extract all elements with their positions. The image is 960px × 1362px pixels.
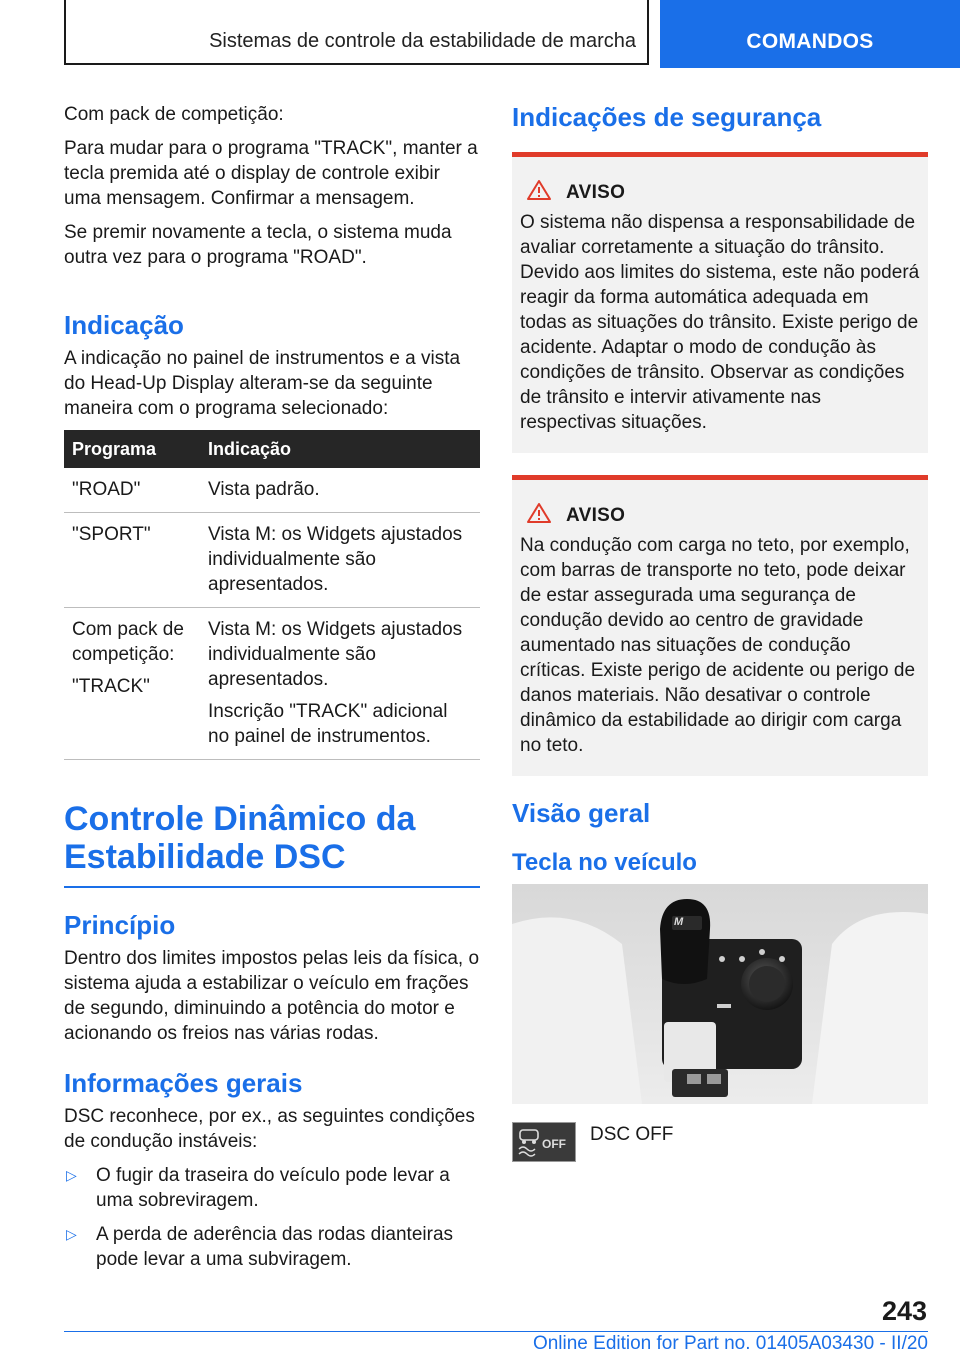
table-cell-programa	[64, 608, 200, 760]
table-header-programa: Programa	[64, 430, 200, 468]
warning-box	[512, 152, 928, 453]
info-text: DSC reconhece, por ex., as seguintes condições de condução instáveis:	[64, 1106, 475, 1152]
bullet-triangle-icon: ▷	[66, 1167, 77, 1183]
header-bottom-rule	[64, 63, 649, 65]
footer-rule	[64, 1331, 928, 1332]
list-item	[64, 1222, 480, 1272]
center-console-photo	[512, 884, 928, 1104]
warning-triangle-icon	[526, 179, 552, 206]
footer-edition-text: Online Edition for Part no. 01405A03430 - II/20	[532, 1333, 928, 1354]
bullet-text: A perda de aderência das rodas dianteiras pode levar a uma subviragem.	[96, 1224, 454, 1270]
m-logo: M	[674, 916, 684, 928]
programa-table	[64, 430, 480, 760]
button-legend	[512, 1122, 928, 1162]
cell-text: Vista M: os Widgets ajustados individualmente são apresentados.	[208, 619, 463, 690]
cell-text: Inscrição "TRACK" adicional no painel de instrumentos.	[208, 701, 448, 747]
tecla-heading: Tecla no veículo	[512, 849, 697, 876]
principio-text: Dentro dos limites impostos pelas leis da física, o sistema ajuda a estabilizar o veículo em frações de segundo, diminuindo a potência do motor e acionando os freios nas várias rodas.	[64, 948, 480, 1044]
table-row	[64, 513, 480, 608]
dsc-heading: Controle Dinâmico da Estabilidade DSC	[64, 800, 416, 876]
section-tab-comandos[interactable]: COMANDOS	[660, 0, 960, 68]
table-cell-programa	[64, 468, 200, 513]
table-cell-indicacao	[200, 468, 480, 513]
cell-text: "TRACK"	[72, 676, 150, 697]
table-header-row	[64, 430, 480, 468]
bullet-text: O fugir da traseira do veículo pode levar a uma sobreviragem.	[96, 1165, 450, 1211]
dsc-heading-rule	[64, 886, 480, 888]
dsc-off-icon	[512, 1122, 576, 1162]
table-cell-indicacao	[200, 513, 480, 608]
cell-text: "ROAD"	[72, 479, 141, 500]
warning-title: AVISO	[566, 181, 626, 203]
visao-heading: Visão geral	[512, 798, 651, 828]
warning-box	[512, 475, 928, 776]
list-item	[64, 1163, 480, 1213]
cell-text: Vista padrão.	[208, 479, 320, 500]
page-number: 243	[881, 1296, 927, 1326]
safety-heading: Indicações de segurança	[512, 102, 822, 132]
dsc-off-icon-text: OFF	[542, 1137, 566, 1151]
warning-triangle-icon	[526, 502, 552, 529]
cell-text: "SPORT"	[72, 524, 151, 545]
principio-heading: Princípio	[64, 910, 176, 940]
table-cell-indicacao	[200, 608, 480, 760]
table-cell-programa	[64, 513, 200, 608]
info-heading: Informações gerais	[64, 1068, 303, 1098]
warning-header	[520, 179, 920, 206]
warning-title: AVISO	[566, 504, 626, 526]
intro-para-1: Com pack de competição:	[64, 104, 284, 125]
right-column	[512, 102, 928, 1162]
intro-para-3: Se premir novamente a tecla, o sistema muda outra vez para o programa "ROAD".	[64, 222, 452, 268]
table-row	[64, 608, 480, 760]
table-row	[64, 468, 480, 513]
chapter-title: Sistemas de controle da estabilidade de marcha	[209, 30, 636, 52]
cell-text: Vista M: os Widgets ajustados individualmente são apresentados.	[208, 524, 463, 595]
warning-text: Na condução com carga no teto, por exemplo, com barras de transporte no teto, pode deixar de estar assegurada uma segurança de condução devido ao centro de gravidade aumentado nas situações de condução críticas. Existe perigo de acidente ou perigo de danos materiais. Não desativar o controle dinâmico da estabilidade ao dirigir com carga no teto.	[520, 535, 916, 756]
warning-header	[520, 502, 920, 529]
bullet-triangle-icon: ▷	[66, 1226, 77, 1242]
cell-text: Com pack de competição:	[72, 619, 184, 665]
table-header-indicacao: Indicação	[200, 430, 480, 468]
warning-text: O sistema não dispensa a responsabilidade de avaliar corretamente a situação do trânsito. Devido aos limites do sistema, este não poderá reagir da forma automática adequada em todas as situações do trânsito. Existe perigo de acidente. Adaptar o modo de condução às condições de trânsito. Observar as condições de trânsito e intervir ativamente nas respectivas situações.	[520, 212, 920, 433]
intro-para-2: Para mudar para o programa "TRACK", manter a tecla premida até o display de controle exibir uma mensagem. Confirmar a mensagem.	[64, 138, 478, 209]
indicacao-text: A indicação no painel de instrumentos e a vista do Head-Up Display alteram-se da seguinte maneira com o programa selecionado:	[64, 348, 461, 419]
header-divider	[647, 0, 649, 64]
dsc-off-label: DSC OFF	[590, 1124, 674, 1145]
left-column	[64, 102, 480, 1281]
indicacao-heading: Indicação	[64, 310, 184, 340]
